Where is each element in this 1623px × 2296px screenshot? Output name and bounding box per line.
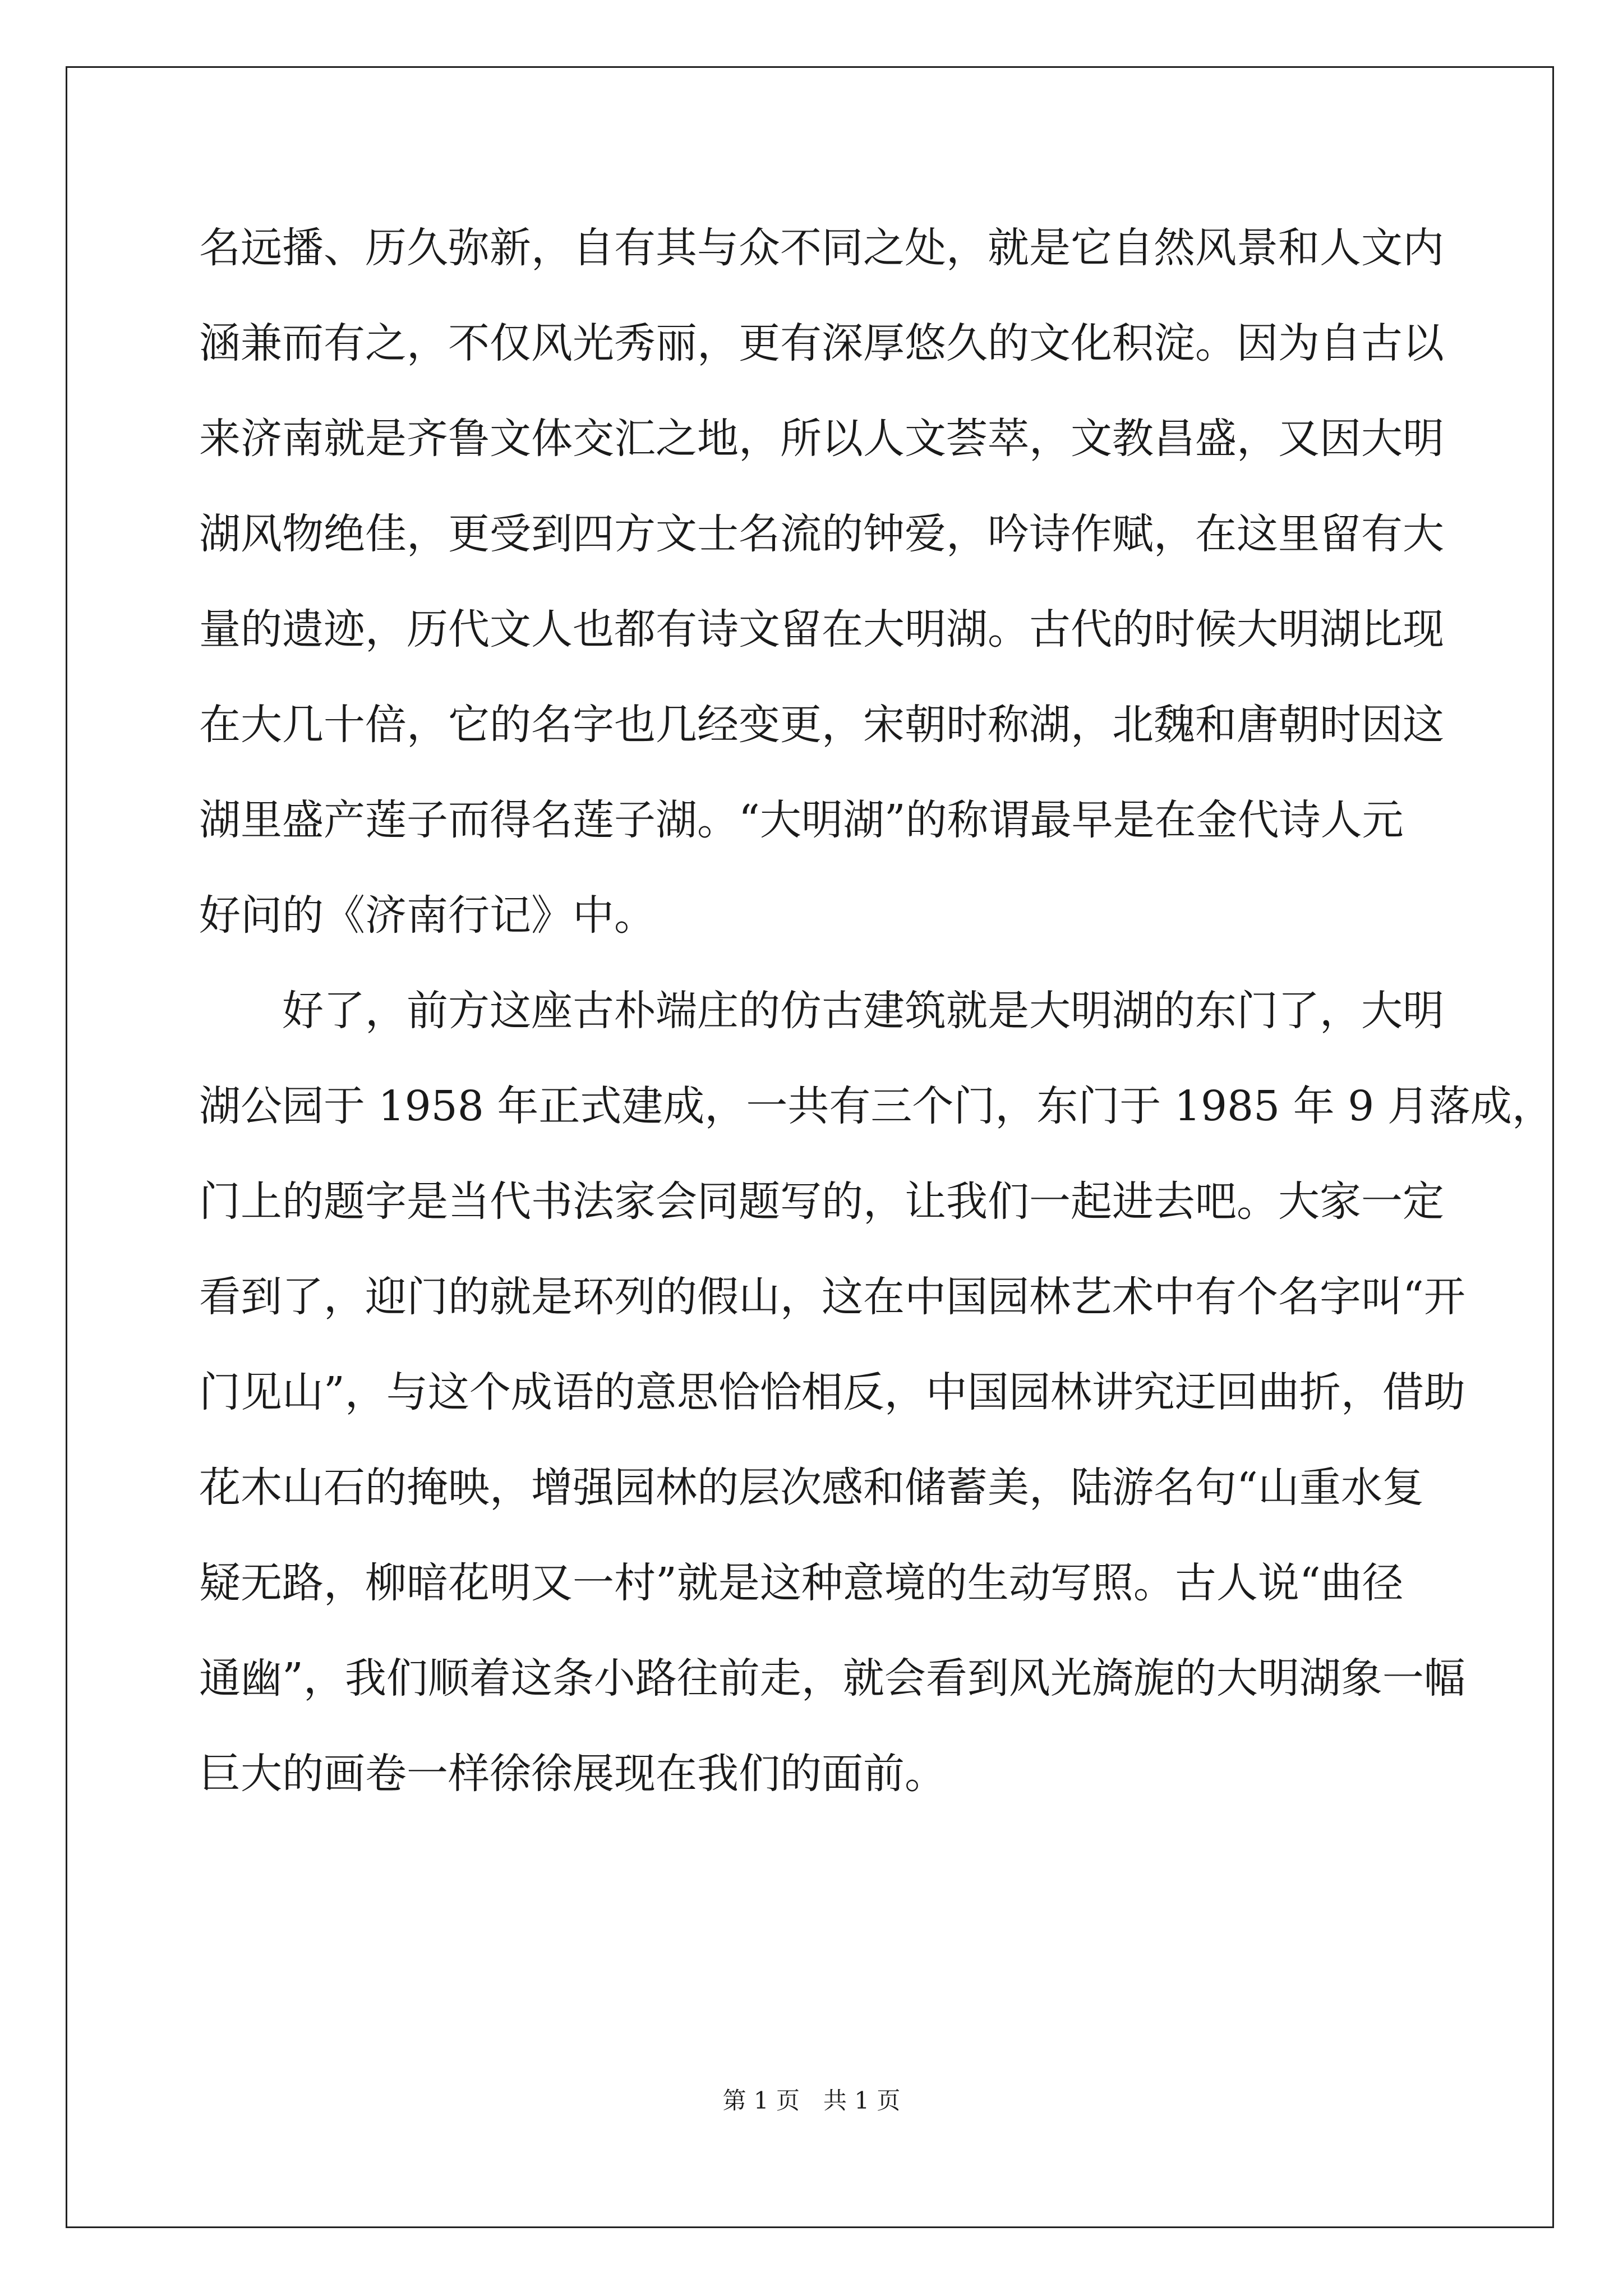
text-line-8: 好问的《济南行记》中。 bbox=[199, 891, 656, 940]
text-line-3: 来济南就是齐鲁文体交汇之地，所以人文荟萃，文教昌盛，又因大明 bbox=[199, 415, 1444, 463]
text-line-17: 巨大的画卷一样徐徐展现在我们的面前。 bbox=[199, 1750, 946, 1798]
text-line-4: 湖风物绝佳，更受到四方文士名流的钟爱，吟诗作赋，在这里留有大 bbox=[199, 510, 1444, 558]
text-line-15: 疑无路，柳暗花明又一村”就是这种意境的生动写照。古人说“曲径 bbox=[199, 1559, 1404, 1607]
page-footer: 第 1 页 共 1 页 bbox=[722, 2087, 901, 2114]
text-line-7: 湖里盛产莲子而得名莲子湖。“大明湖”的称谓最早是在金代诗人元 bbox=[199, 796, 1404, 844]
text-line-5: 量的遗迹，历代文人也都有诗文留在大明湖。古代的时候大明湖比现 bbox=[199, 605, 1444, 654]
text-line-12: 看到了，迎门的就是环列的假山，这在中国园林艺术中有个名字叫“开 bbox=[199, 1273, 1465, 1321]
text-line-10: 湖公园于 1958 年正式建成，一共有三个门，东门于 1985 年 9 月落成， bbox=[199, 1082, 1553, 1130]
text-line-13: 门见山”，与这个成语的意思恰恰相反，中国园林讲究迂回曲折，借助 bbox=[199, 1368, 1465, 1416]
text-line-11: 门上的题字是当代书法家会同题写的，让我们一起进去吧。大家一定 bbox=[199, 1177, 1444, 1226]
text-line-14: 花木山石的掩映，增强园林的层次感和储蓄美，陆游名句“山重水复 bbox=[199, 1464, 1424, 1512]
text-line-16: 通幽”，我们顺着这条小路往前走，就会看到风光旖旎的大明湖象一幅 bbox=[199, 1654, 1465, 1703]
text-line-6: 在大几十倍，它的名字也几经变更，宋朝时称湖，北魏和唐朝时因这 bbox=[199, 701, 1444, 749]
text-line-9: 好了，前方这座古朴端庄的仿古建筑就是大明湖的东门了，大明 bbox=[199, 987, 1444, 1035]
text-line-2: 涵兼而有之，不仅风光秀丽，更有深厚悠久的文化积淀。因为自古以 bbox=[199, 319, 1444, 367]
page-border bbox=[66, 66, 1554, 2228]
text-line-1: 名远播、历久弥新，自有其与众不同之处，就是它自然风景和人文内 bbox=[199, 224, 1444, 272]
